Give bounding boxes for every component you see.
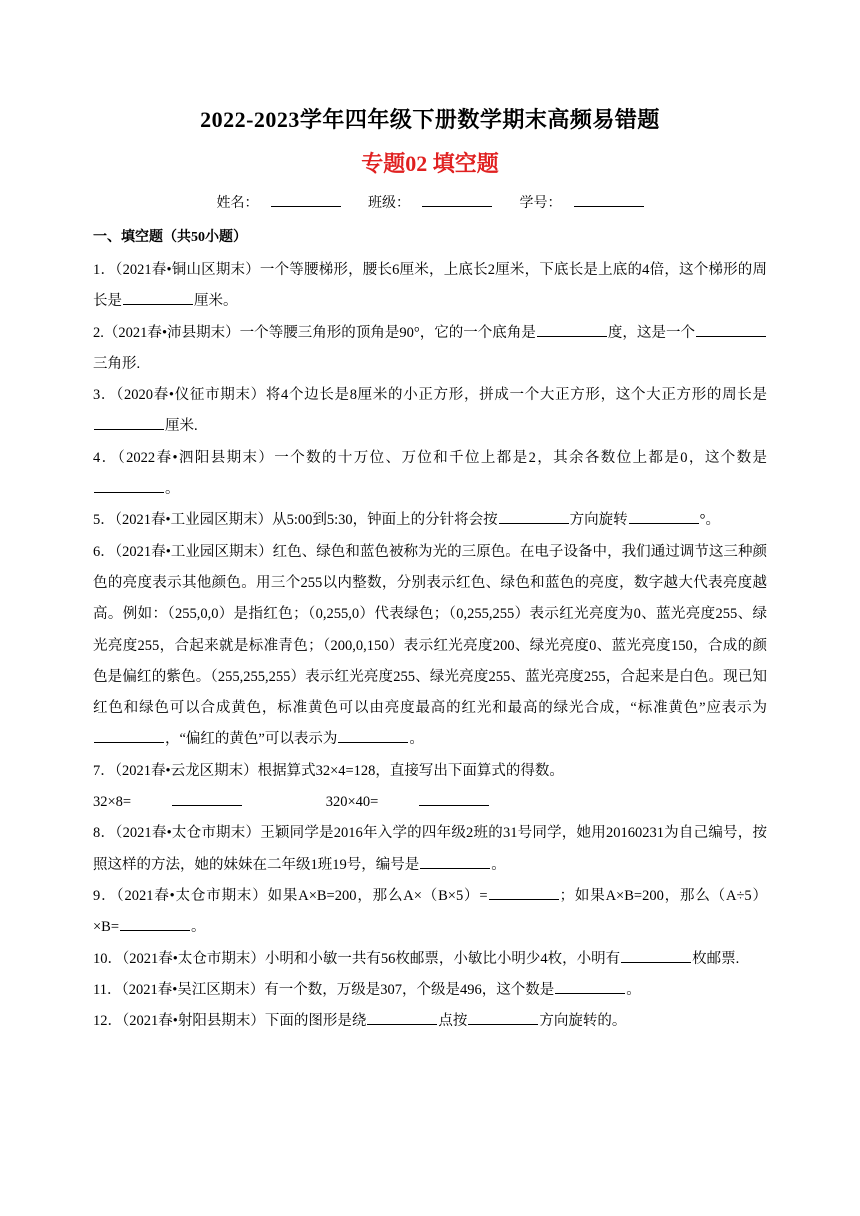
answer-blank[interactable] — [123, 290, 193, 305]
question-4: 4．（2022春•泗阳县期末）一个数的十万位、万位和千位上都是2，其余各数位上都是0，这个数是。 — [93, 449, 767, 498]
question-9: 9．（2021春•太仓市期末）如果A×B=200，那么A×（B×5）= ；如果A×B=200，那么（A÷5）×B= 。 — [93, 881, 767, 944]
answer-blank[interactable] — [120, 916, 190, 931]
name-label: 姓名： — [216, 196, 259, 211]
number-field[interactable] — [514, 196, 650, 211]
answer-blank[interactable] — [419, 791, 489, 806]
answer-blank[interactable] — [338, 728, 408, 743]
answer-blank[interactable] — [499, 509, 569, 524]
question-12: 12．（2021春•射阳县期末）下面的图形是绕 点按 方向旋转的。 — [93, 1006, 767, 1037]
answer-blank[interactable] — [94, 478, 164, 493]
name-blank[interactable] — [271, 192, 341, 207]
page-subtitle: 专题02 填空题 — [361, 151, 499, 176]
calc-row: 32×8= 320×40= — [93, 787, 767, 818]
name-field[interactable] — [211, 196, 347, 211]
question-5: 5．（2021春•工业园区期末）从5:00到5:30，钟面上的分针将会按 方向旋转 °。 — [93, 505, 767, 536]
answer-blank[interactable] — [696, 322, 766, 337]
number-label: 学号： — [519, 196, 562, 211]
answer-blank[interactable] — [555, 979, 625, 994]
question-10: 10．（2021春•太仓市期末）小明和小敏一共有56枚邮票，小敏比小明少4枚，小明有 枚邮票. — [93, 944, 767, 975]
answer-blank[interactable] — [94, 415, 164, 430]
question-3: 3．（2020春•仪征市期末）将4个边长是8厘米的小正方形，拼成一个大正方形，这个大正方形的周长是厘米. — [93, 387, 767, 435]
class-label: 班级： — [368, 196, 410, 211]
answer-blank[interactable] — [621, 948, 691, 963]
question-6: 6．（2021春•工业园区期末）红色、绿色和蓝色被称为光的三原色。在电子设备中，我们通过调节这三种颜色的亮度表示其他颜色。用三个255以内整数，分别表示红色、绿色和蓝色的亮度，数字越大代表亮度越高。例如：（255,0,0）是指红色；（0,255,0）代表绿色；（0,255,255）表示红光亮度为0、蓝光亮度255、绿光亮度255，合起来就是标准青色；（200,0,150）表示红光亮度200、绿光亮度0、蓝光亮度150，合成的颜色是偏红的紫色。（255,255,255）表示红光亮度255、绿光亮度255、蓝光亮度255，合起来是白色。现已知红色和绿色可以合成黄色，标准黄色可以由亮度最高的红光和最高的绿光合成，“标准黄色”应表示为，“偏红的黄色”可以表示为 。 — [93, 543, 767, 748]
student-info-row — [0, 192, 860, 212]
answer-blank[interactable] — [468, 1010, 538, 1025]
answer-blank[interactable] — [94, 728, 164, 743]
class-field[interactable] — [362, 196, 498, 211]
question-7: 7．（2021春•云龙区期末）根据算式32×4=128，直接写出下面算式的得数。 32×8= 320×40= — [93, 756, 767, 819]
answer-blank[interactable] — [629, 509, 699, 524]
question-2: 2.（2021春•沛县期末）一个等腰三角形的顶角是90°，它的一个底角是 度，这是一个三角形. — [93, 318, 767, 381]
answer-blank[interactable] — [420, 854, 490, 869]
class-blank[interactable] — [422, 192, 492, 207]
answer-blank[interactable] — [537, 322, 607, 337]
question-list — [93, 255, 767, 1037]
question-8: 8．（2021春•太仓市期末）王颖同学是2016年入学的四年级2班的31号同学，她用20160231为自己编号，按照这样的方法，她的妹妹在二年级1班19号，编号是 。 — [93, 825, 767, 873]
number-blank[interactable] — [574, 192, 644, 207]
answer-blank[interactable] — [367, 1010, 437, 1025]
question-1: 1．（2021春•铜山区期末）一个等腰梯形，腰长6厘米，上底长2厘米，下底长是上底的4倍，这个梯形的周长是 厘米。 — [93, 262, 767, 310]
page-title: 2022-2023学年四年级下册数学期末高频易错题 — [200, 107, 660, 132]
section-heading: 一、填空题（共50小题） — [93, 230, 247, 245]
answer-blank[interactable] — [489, 885, 559, 900]
question-11: 11．（2021春•吴江区期末）有一个数，万级是307，个级是496，这个数是 。 — [93, 975, 767, 1006]
answer-blank[interactable] — [172, 791, 242, 806]
